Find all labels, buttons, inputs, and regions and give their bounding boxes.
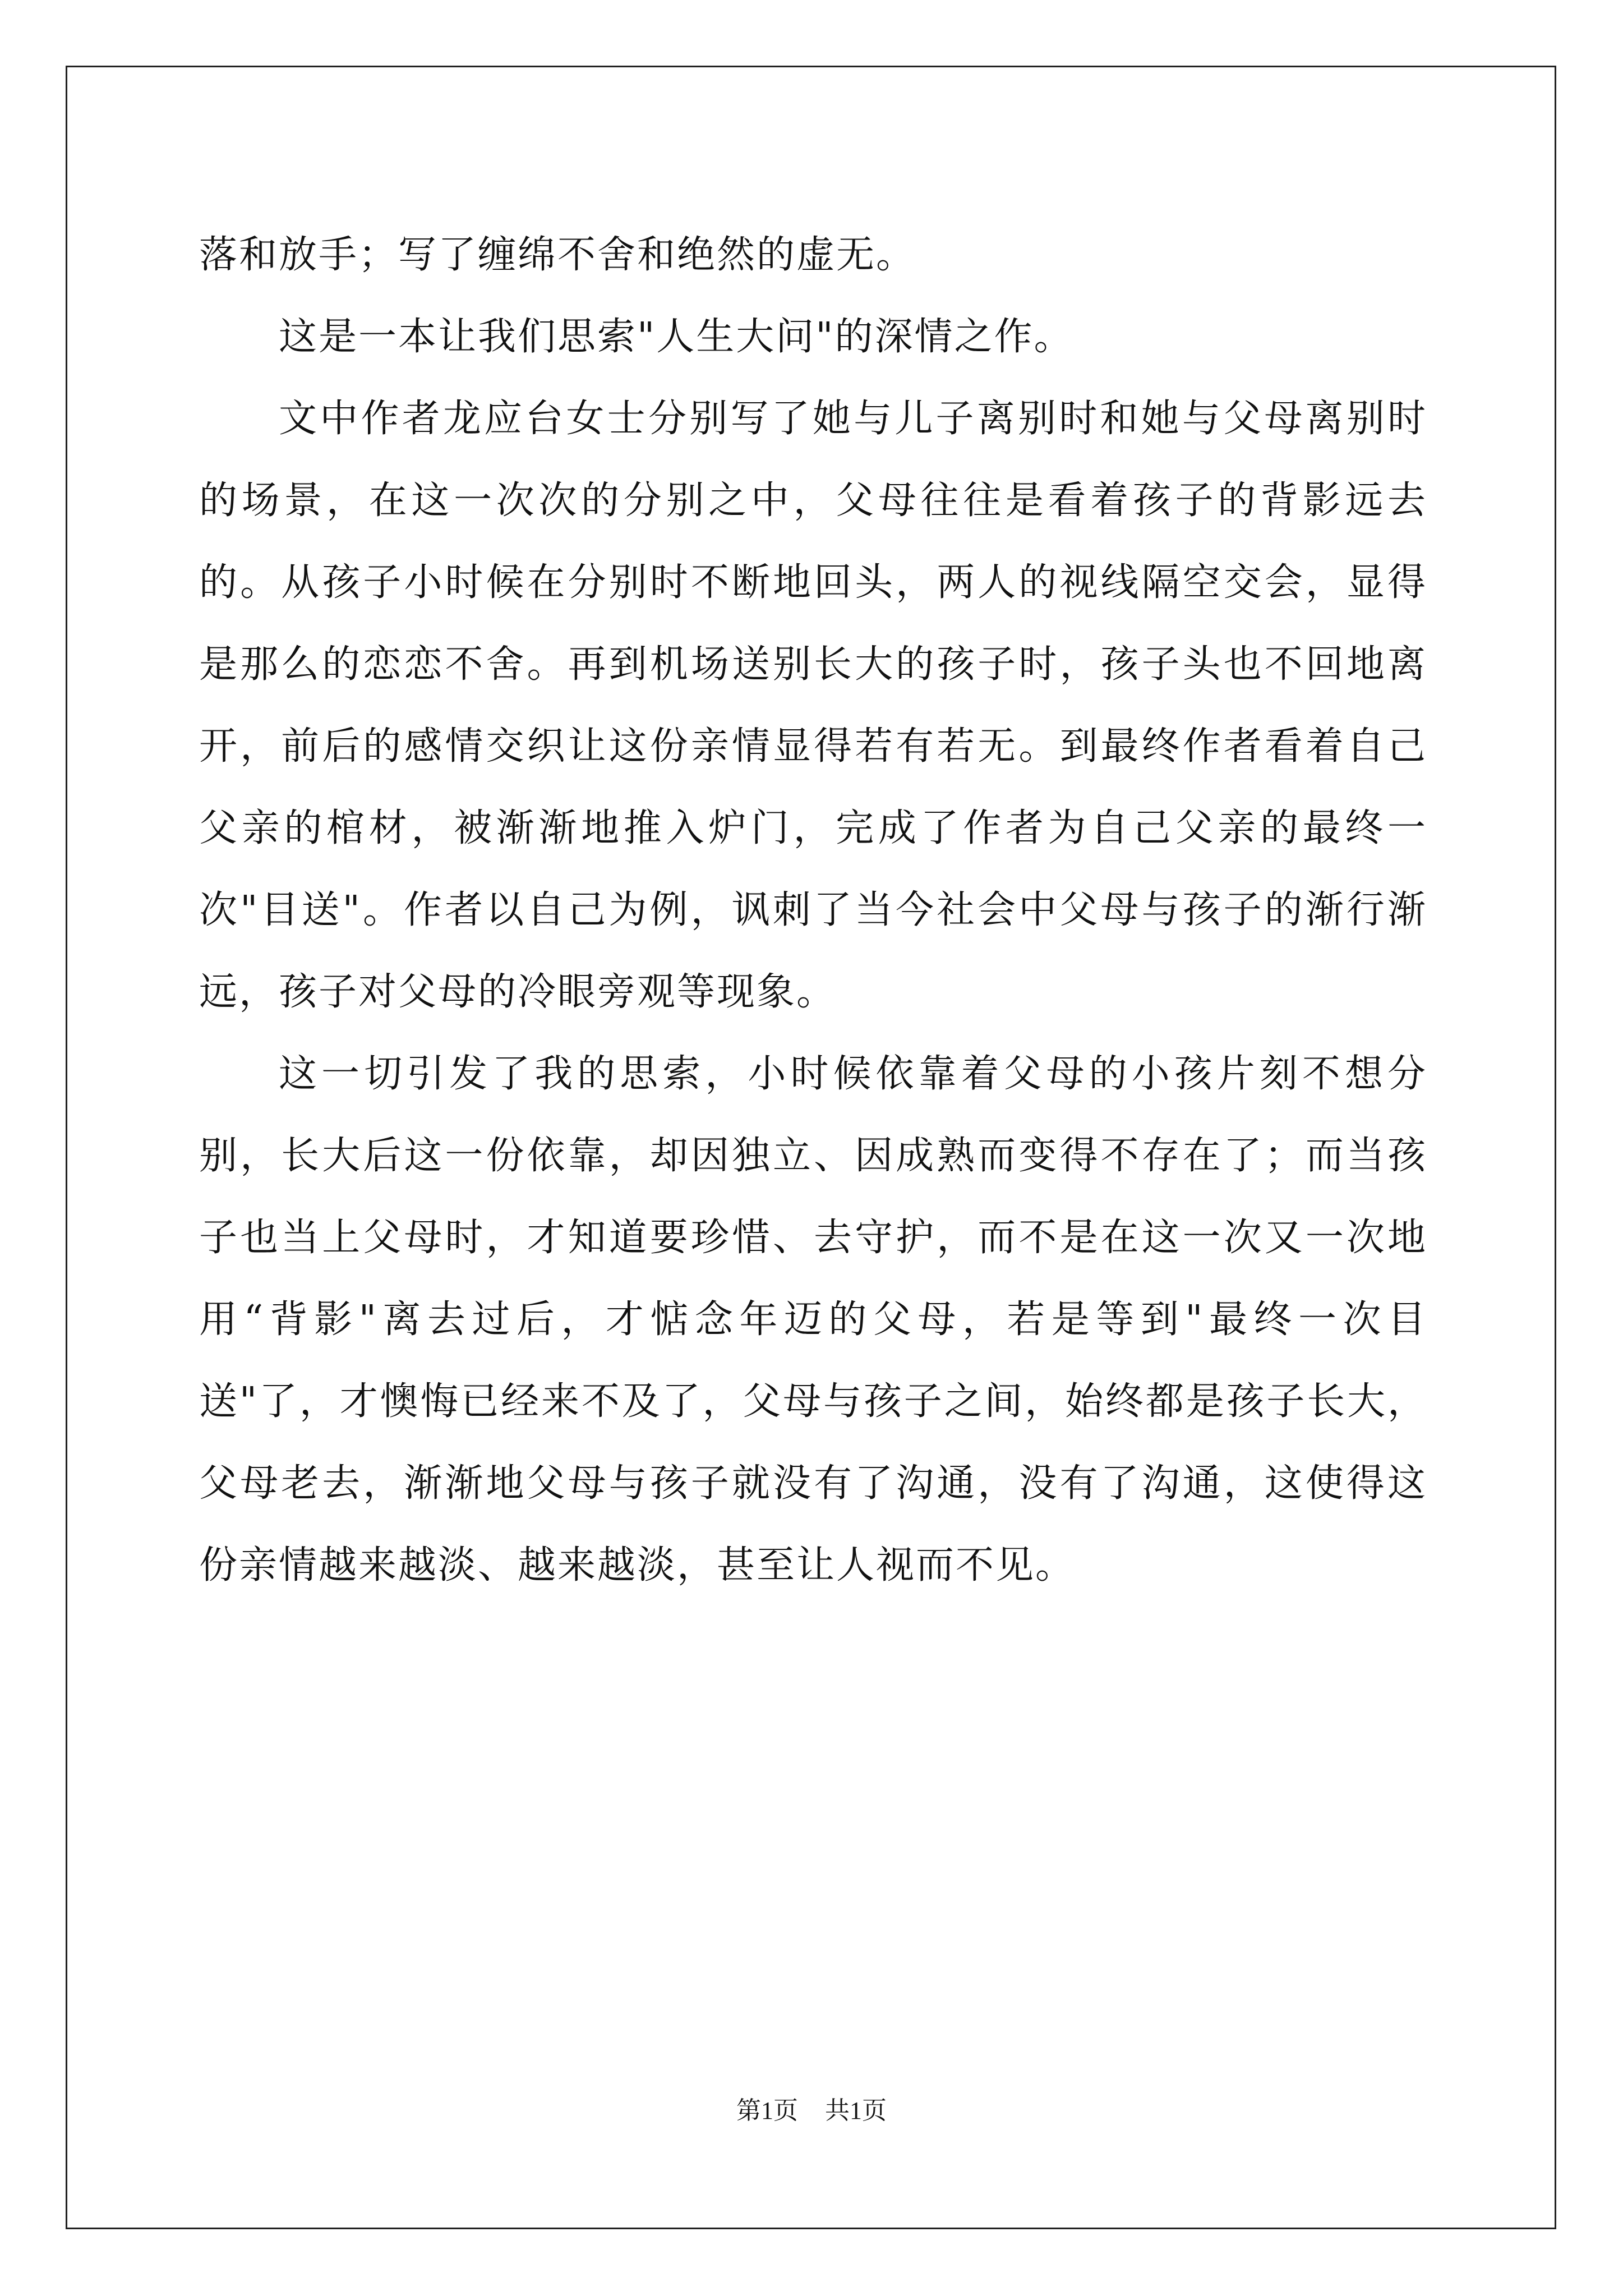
page-number-current: 第1页 [736,2097,798,2124]
page-number-total: 共1页 [825,2097,887,2124]
page-footer [0,2094,1623,2128]
paragraph-2: 这是一本让我们思索"人生大问"的深情之作。 [279,315,1074,359]
paragraph-3: 文中作者龙应台女士分别写了她与儿子离别时和她与父母离别时的场景，在这一次次的分别之中，父母往往是看着孩子的背影远去的。从孩子小时候在分别时不断地回头，两人的视线隔空交会，显得是那么的恋恋不舍。再到机场送别长大的孩子时，孩子头也不回地离开，前后的感情交织让这份亲情显得若有若无。到最终作者看着自己父亲的棺材，被渐渐地推入炉门，完成了作者为自己父亲的最终一次"目送"。作者以自己为例，讽刺了当今社会中父母与孩子的渐行渐远，孩子对父母的冷眼旁观等现象。 [199,397,1427,1014]
document-body [199,214,1427,1607]
paragraph-4: 这一切引发了我的思索，小时候依靠着父母的小孩片刻不想分别，长大后这一份依靠，却因独立、因成熟而变得不存在了；而当孩子也当上父母时，才知道要珍惜、去守护，而不是在这一次又一次地用“背影"离去过后，才惦念年迈的父母，若是等到"最终一次目送"了，才懊悔已经来不及了，父母与孩子之间，始终都是孩子长大，父母老去，渐渐地父母与孩子就没有了沟通，没有了沟通，这使得这份亲情越来越淡、越来越淡，甚至让人视而不见。 [199,1052,1427,1588]
paragraph-1: 落和放手；写了缠绵不舍和绝然的虚无。 [199,233,916,277]
